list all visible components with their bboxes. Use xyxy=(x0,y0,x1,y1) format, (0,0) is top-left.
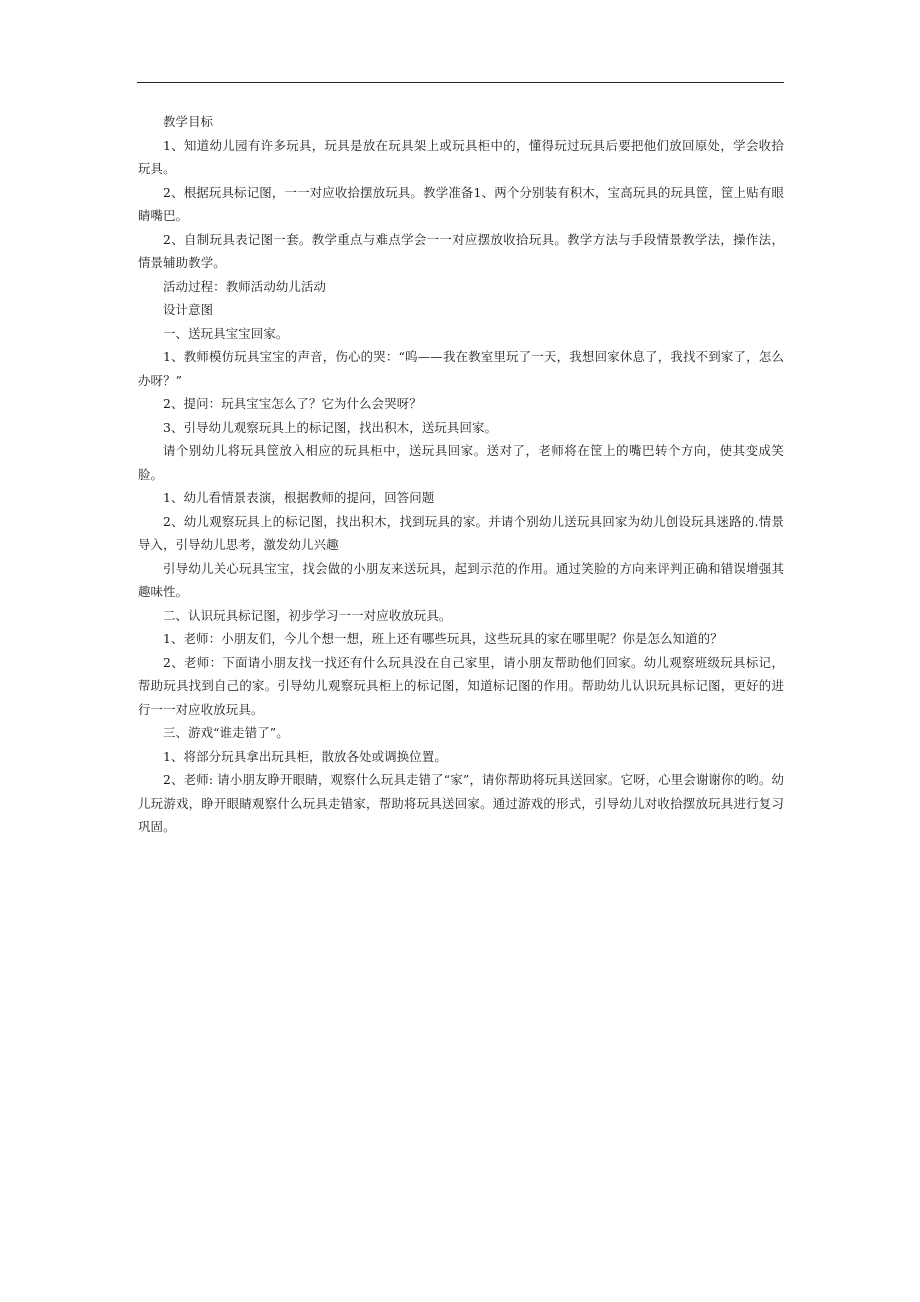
section-one-item-3: 3、引导幼儿观察玩具上的标记图，找出积木，送玩具回家。 xyxy=(163,419,498,435)
section-two-item-2: 2、老师：下面请小朋友找一找还有什么玩具没在自己家里，请小朋友帮助他们回家。幼儿观察班级玩具标记，帮助玩具找到自己的家。引导幼儿观察玩具柜上的标记图，知道标记图的作用。帮助幼儿认识玩具标记图，更好的进行一一对应收放玩具。 xyxy=(138,654,784,717)
child-activity-1: 1、幼儿看情景表演，根据教师的提问，回答问题 xyxy=(163,490,435,505)
section-three-heading: 三、游戏“谁走错了”。 xyxy=(163,725,289,740)
document-body xyxy=(138,110,784,839)
design-intent-heading: 设计意图 xyxy=(163,302,214,317)
section-one-item-2: 2、提问：玩具宝宝怎么了？它为什么会哭呀？ xyxy=(163,396,422,411)
design-intent-text: 引导幼儿关心玩具宝宝，找会做的小朋友来送玩具，起到示范的作用。通过笑脸的方向来评判正确和错误增强其趣味性。 xyxy=(138,560,784,599)
section-two-item-1: 1、老师：小朋友们，今儿个想一想，班上还有哪些玩具，这些玩具的家在哪里呢？你是怎么知道的？ xyxy=(163,631,723,646)
child-activity-2: 2、幼儿观察玩具上的标记图，找出积木，找到玩具的家。并请个别幼儿送玩具回家为幼儿创设玩具迷路的.情景导入，引导幼儿思考，激发幼儿兴趣 xyxy=(138,513,784,552)
preparation-paragraph: 2、自制玩具表记图一套。教学重点与难点学会一一对应摆放收拾玩具。教学方法与手段情景教学法，操作法，情景辅助教学。 xyxy=(138,231,784,270)
section-one-heading: 一、送玩具宝宝回家。 xyxy=(163,325,289,341)
section-three-item-2: 2、老师: 请小朋友睁开眼睛，观察什么玩具走错了“家”，请你帮助将玩具送回家。它呀，心里会谢谢你的哟。幼儿玩游戏，睁开眼睛观察什么玩具走错家，帮助将玩具送回家。通过游戏的形式，引导幼儿对收拾摆放玩具进行复习巩固。 xyxy=(138,772,784,834)
header-rule xyxy=(137,82,784,83)
goal-paragraph-1: 1、知道幼儿园有许多玩具，玩具是放在玩具架上或玩具柜中的，懂得玩过玩具后要把他们放回原处，学会收拾玩具。 xyxy=(138,137,784,176)
goal-paragraph-2: 2、根据玩具标记图，一一对应收拾摆放玩具。教学准备1、两个分别装有积木，宝高玩具的玩具筐，筐上贴有眼睛嘴巴。 xyxy=(138,184,784,223)
section-two-heading: 二、认识玩具标记图，初步学习一一对应收放玩具。 xyxy=(163,607,452,623)
section-one-item-1: 1、教师模仿玩具宝宝的声音，伤心的哭：“呜——我在教室里玩了一天，我想回家休息了，我找不到家了，怎么办呀？” xyxy=(138,349,784,388)
section-one-note: 请个别幼儿将玩具筐放入相应的玩具柜中，送玩具回家。送对了，老师将在筐上的嘴巴转个方向，使其变成笑脸。 xyxy=(138,443,784,482)
section-heading-teaching-goals: 教学目标 xyxy=(163,114,214,129)
section-three-item-1: 1、将部分玩具拿出玩具柜，散放各处或调换位置。 xyxy=(163,748,447,764)
activity-process-heading: 活动过程：教师活动幼儿活动 xyxy=(163,278,327,294)
